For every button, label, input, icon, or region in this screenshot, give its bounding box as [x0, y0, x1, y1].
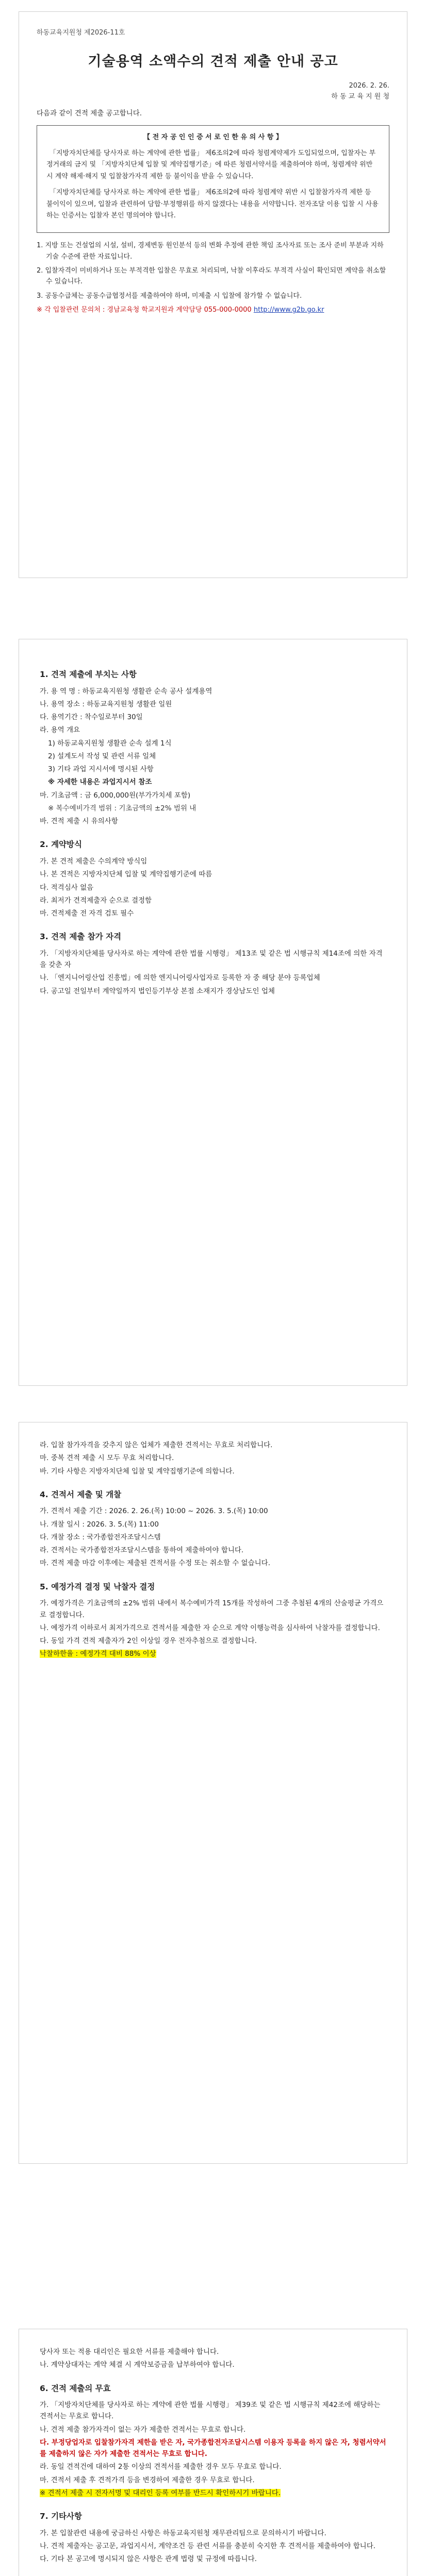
section-line: 다. 공고일 전일부터 계약일까지 법인등기부상 본점 소재지가 경상남도인 업체 [40, 987, 275, 995]
section-line: 바. 기타 사항은 지방자치단체 입찰 및 계약집행기준에 의합니다. [40, 1467, 235, 1476]
caution-item-contact [37, 304, 389, 315]
caution-item: 3. 공동수급체는 공동수급협정서를 제출하여야 하며, 미제출 시 입찰에 참가할 수 없습니다. [37, 292, 302, 300]
section-line: 나. 견적 제출자는 공고문, 과업지시서, 계약조건 등 관련 서류를 충분히 숙지한 후 견적서를 제출하여야 합니다. [40, 2542, 376, 2551]
intro-text: 다음과 같이 견적 제출 공고합니다. [37, 109, 142, 117]
section-line: 당사자 또는 적용 대리인은 필요한 서류를 제출해야 합니다. [40, 2348, 219, 2356]
section-line: 다. 적격심사 없음 [40, 883, 94, 892]
highlight-text: 낙찰하한율 : 예정가격 대비 88% 이상 [40, 1650, 156, 1658]
section-line: 마. 중복 견적 제출 시 모두 무효 처리합니다. [40, 1454, 174, 1463]
section-heading: 6. 견적 제출의 무효 [40, 2383, 111, 2393]
section-heading: 3. 견적 제출 참가 자격 [40, 932, 122, 942]
section-line: 마. 기초금액 : 금 6,000,000원(부가가치세 포함) [40, 791, 191, 800]
section-line: 가. 본 입찰관련 내용에 궁금하신 사항은 하동교육지원청 재무관리팀으로 문의하시기 바랍니다. [40, 2529, 326, 2537]
document-number: 하동교육지원청 제2026-11호 [37, 29, 125, 37]
section-line: 나. 용역 장소 : 하동교육지원청 생활관 일원 [40, 700, 172, 708]
section-line: 라. 입찰 참가자격을 갖추지 않은 업체가 제출한 견적서는 무효로 처리합니다. [40, 1441, 273, 1449]
page-1 [19, 11, 407, 578]
section-subline: 2) 설계도서 작성 및 관련 서류 일체 [48, 752, 156, 760]
notice-date: 2026. 2. 26. [349, 81, 389, 90]
section-line: 나. 본 견적은 지방자치단체 입찰 및 계약집행기준에 따름 [40, 870, 212, 879]
section-heading: 1. 견적 제출에 부치는 사항 [40, 670, 137, 679]
caution-item: 1. 지방 또는 건설업의 시설, 설비, 경제변동 원인분석 등의 변화 추정에 관한 책임 조사자료 또는 조사 준비 부분과 지하 기술 수준에 관한 자료입니다. [37, 242, 384, 261]
notice-paragraph: 「지방자치단체를 당사자로 하는 계약에 관한 법률」 제6조의2에 따라 청렴계약제가 도입되었으며, 입찰자는 부정거래의 금지 및 「지방자치단체 입찰 및 계약집행기준」에 따른 청렴서약서를 제출하여야 하며, 청렴계약 위반 시 계약 해제·해지 및 입찰참가자격 제한 등 불이익을 받을 수 있습니다. [46, 149, 376, 181]
notice-paragraph: 「지방자치단체를 당사자로 하는 계약에 관한 법률」 제6조의2에 따라 청렴계약 위반 시 입찰참가자격 제한 등 불이익이 있으며, 입찰과 관련하여 담합·부정행위를 하지 않겠다는 내용을 서약합니다. 전자조달 이용 입찰 시 사용하는 인증서는 입찰자 본인 명의여야 합니다. [46, 188, 379, 220]
section-line: 마. 견적서 제출 후 견적가격 등을 변경하여 제출한 경우 무효로 합니다. [40, 2476, 255, 2484]
page-3 [19, 1422, 407, 2164]
highlight-text: ※ 견적서 제출 시 전자서명 및 대리인 등록 여부를 반드시 확인하시기 바랍니다. [40, 2488, 281, 2497]
notice-title: 기술용역 소액수의 견적 제출 안내 공고 [88, 54, 338, 70]
section-line: 가. 예정가격은 기초금액의 ±2% 범위 내에서 복수예비가격 15개를 작성하여 그중 추첨된 4개의 산술평균 가격으로 결정합니다. [40, 1599, 384, 1619]
caution-list [37, 240, 389, 316]
section-line: 다. 기타 본 공고에 명시되지 않은 사항은 관계 법령 및 규정에 따릅니다. [40, 2555, 257, 2564]
section-note: ※ 복수예비가격 범위 : 기초금액의 ±2% 범위 내 [48, 804, 196, 812]
section-line: 마. 견적제출 전 자격 검토 필수 [40, 909, 134, 918]
section-subline: 1) 하동교육지원청 생활관 순속 설계 1식 [48, 739, 172, 748]
section-line: 나. 견적 제출 참가자격이 없는 자가 제출한 견적서는 무효로 합니다. [40, 2425, 246, 2434]
section-line: 나. 개찰 일시 : 2026. 3. 5.(목) 11:00 [40, 1520, 159, 1529]
section-line: 가. 「지방자치단체를 당사자로 하는 계약에 관한 법률 시행령」 제39조 및 같은 법 시행규칙 제42조에 해당하는 견적서는 무효로 합니다. [40, 2401, 381, 2421]
section-warning: 다. 부정당업자로 입찰참가자격 제한을 받은 자, 국가종합전자조달시스템 이용자 등록을 하지 않은 자, 청렴서약서를 제출하지 않은 자가 제출한 견적서는 무효로 합니다. [40, 2438, 386, 2459]
section-warning: ※ 자세한 내용은 과업지시서 참조 [48, 778, 152, 787]
section-line: 라. 견적서는 국가종합전자조달시스템을 통하여 제출하여야 합니다. [40, 1546, 244, 1555]
section-subline: 3) 기타 과업 지시서에 명시된 사항 [48, 765, 154, 774]
section-line: 바. 견적 제출 시 유의사항 [40, 817, 118, 826]
section-line: 가. 「지방자치단체를 당사자로 하는 계약에 관한 법률 시행령」 제13조 및 같은 법 시행규칙 제14조에 의한 자격을 갖춘 자 [40, 949, 383, 970]
section-heading: 7. 기타사항 [40, 2512, 82, 2521]
page-2 [19, 639, 407, 1386]
notice-box-heading: 【 전 자 공 인 인 증 서 로 인 한 유 의 사 항 】 [143, 133, 283, 141]
section-line: 다. 동일 가격 견적 제출자가 2인 이상일 경우 전자추첨으로 결정합니다. [40, 1637, 257, 1646]
section-line: 다. 개찰 장소 : 국가종합전자조달시스템 [40, 1533, 161, 1541]
section-line: 가. 용 역 명 : 하동교육지원청 생활관 순속 공사 설계용역 [40, 687, 212, 696]
section-line: 가. 견적서 제출 기간 : 2026. 2. 26.(목) 10:00 ~ 2026. 3. 5.(목) 10:00 [40, 1507, 268, 1516]
notice-box [37, 125, 389, 233]
section-line: 나. 계약상대자는 계약 체결 시 계약보증금을 납부하여야 합니다. [40, 2361, 235, 2369]
caution-item: 2. 입찰자격이 미비하거나 또는 부적격한 입찰은 무효로 처리되며, 낙찰 이후라도 부적격 사실이 확인되면 계약을 취소할 수 있습니다. [37, 266, 386, 286]
section-line: 라. 용역 개요 [40, 726, 80, 735]
section-highlight [40, 2487, 386, 2499]
contact-prefix: ※ 각 입찰관련 문의처 : [37, 306, 107, 314]
section-line: 나. 「엔지니어링산업 진흥법」에 의한 엔지니어링사업자로 등록한 자 중 해당 분야 등록업체 [40, 974, 320, 982]
section-line: 마. 견적 제출 마감 이후에는 제출된 견적서를 수정 또는 취소할 수 없습니다. [40, 1559, 271, 1568]
section-line: 나. 예정가격 이하로서 최저가격으로 견적서를 제출한 자 순으로 계약 이행능력을 심사하여 낙찰자를 결정합니다. [40, 1623, 380, 1632]
section-line: 라. 동일 견적건에 대하여 2통 이상의 견적서를 제출한 경우 모두 무효로 합니다. [40, 2463, 282, 2471]
page-4 [19, 2329, 407, 2576]
notice-meta [37, 81, 389, 103]
section-line: 라. 최저가 견적제출자 순으로 결정함 [40, 896, 152, 905]
section-heading: 5. 예정가격 결정 및 낙찰자 결정 [40, 1582, 155, 1591]
section-heading: 2. 계약방식 [40, 840, 82, 850]
section-heading: 4. 견적서 제출 및 개찰 [40, 1489, 122, 1499]
g2b-link[interactable]: http://www.g2b.go.kr [253, 306, 324, 314]
section-line: 가. 본 견적 제출은 수의계약 방식임 [40, 857, 148, 866]
notice-issuer: 하 동 교 육 지 원 청 [331, 92, 389, 100]
section-line: 다. 용역기간 : 착수일로부터 30일 [40, 713, 143, 722]
contact-text: 경남교육청 학교지원과 계약담당 055-000-0000 [107, 306, 252, 314]
section-highlight [40, 1648, 386, 1659]
